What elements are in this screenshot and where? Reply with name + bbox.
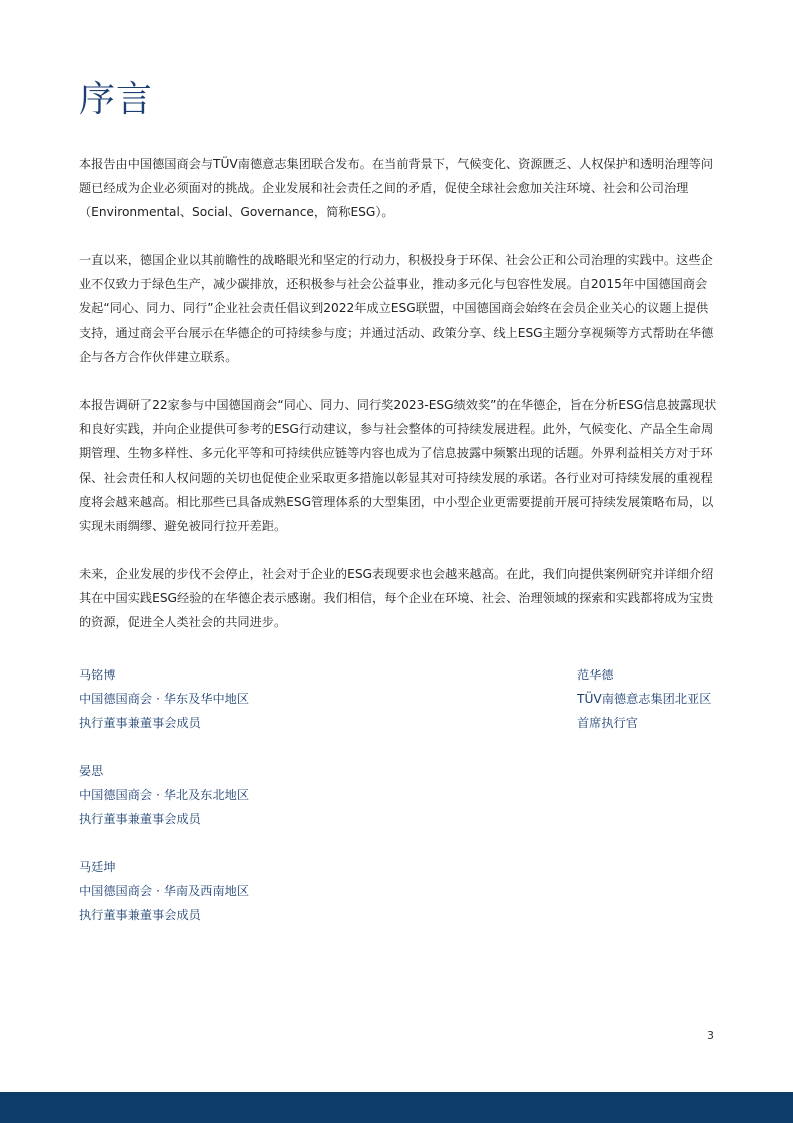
paragraph-history — [79, 248, 719, 369]
signatory-name: 马廷坤 — [79, 860, 116, 874]
footer-bar — [0, 1092, 793, 1123]
signatory-role: 执行董事兼董事会成员 — [79, 716, 201, 730]
signatory-role: 执行董事兼董事会成员 — [79, 908, 201, 922]
paragraph-text: 本报告由中国德国商会与TÜV南德意志集团联合发布。在当前背景下，气候变化、资源匮乏、人权保护和透明治理等问题已经成为企业必须面对的挑战。企业发展和社会责任之间的矛盾，促使全球社会愈加关注环境、社会和公司治理（Environmental、Social、Governance，简称ESG）。 — [79, 157, 714, 220]
signatory-name: 马铭博 — [79, 668, 116, 682]
signatory-name: 晏思 — [79, 764, 104, 778]
paragraph-text: 未来，企业发展的步伐不会停止，社会对于企业的ESG表现要求也会越来越高。在此，我们向提供案例研究并详细介绍其在中国实践ESG经验的在华德企表示感谢。我们相信，每个企业在环境、社会、治理领域的探索和实践都将成为宝贵的资源，促进全人类社会的共同进步。 — [79, 567, 714, 630]
signatory-org: 中国德国商会 · 华北及东北地区 — [79, 788, 250, 802]
paragraph-text: 本报告调研了22家参与中国德国商会“同心、同力、同行奖2023-ESG绩效奖”的在华德企，旨在分析ESG信息披露现状和良好实践，并向企业提供可参考的ESG行动建议，参与社会整体的可持续发展进程。此外，气候变化、产品全生命周期管理、生物多样性、多元化平等和可持续供应链等内容也成为了信息披露中频繁出现的话题。外界利益相关方对于环保、社会责任和人权问题的关切也促使企业采取更多措施以彰显其对可持续发展的承诺。各行业对可持续发展的重视程度将会越来越高。相比那些已具备成熟ESG管理体系的大型集团，中小型企业更需要提前开展可持续发展策略布局，以实现未雨绸缪、避免被同行拉开差距。 — [79, 398, 717, 534]
paragraph-future — [79, 562, 719, 635]
signatory-org: 中国德国商会 · 华东及华中地区 — [79, 692, 250, 706]
page-number: 3 — [707, 1029, 714, 1042]
paragraph-text: 一直以来，德国企业以其前瞻性的战略眼光和坚定的行动力，积极投身于环保、社会公正和公司治理的实践中。这些企业不仅致力于绿色生产，减少碳排放，还积极参与社会公益事业，推动多元化与包容性发展。自2015年中国德国商会发起“同心、同力、同行”企业社会责任倡议到2022年成立ESG联盟，中国德国商会始终在会员企业关心的议题上提供支持，通过商会平台展示在华德企的可持续参与度；并通过活动、政策分享、线上ESG主题分享视频等方式帮助在华德企与各方合作伙伴建立联系。 — [79, 253, 714, 364]
signatory-block-3 — [79, 759, 249, 831]
signatory-block-2 — [577, 663, 711, 735]
signatory-block-4 — [79, 855, 249, 927]
signatory-role: 执行董事兼董事会成员 — [79, 812, 201, 826]
signatory-org: TÜV南德意志集团北亚区 — [577, 692, 712, 706]
paragraph-intro — [79, 152, 719, 225]
page-title: 序言 — [79, 79, 154, 120]
signatory-role: 首席执行官 — [577, 716, 638, 730]
paragraph-survey — [79, 393, 719, 538]
signatory-org: 中国德国商会 · 华南及西南地区 — [79, 884, 250, 898]
signatory-name: 范华德 — [577, 668, 614, 682]
signatory-block-1 — [79, 663, 249, 735]
